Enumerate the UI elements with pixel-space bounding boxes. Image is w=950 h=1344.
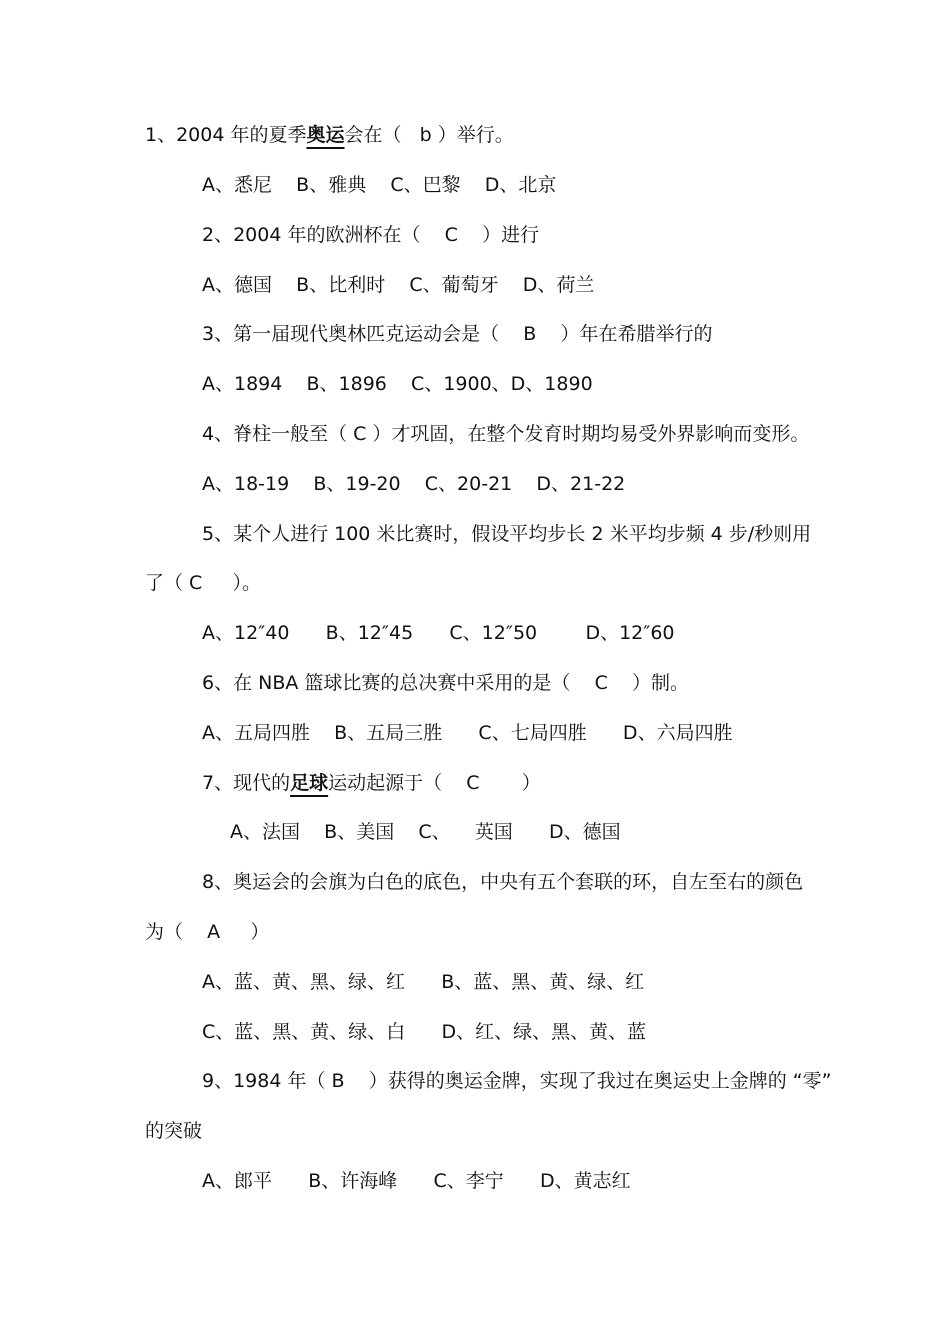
question-5-stem-line2: 了（ C ）。	[145, 572, 262, 594]
question-9-stem-line1: 9、1984 年（ B ）获得的奥运金牌，实现了我过在奥运史上金牌的 “零”	[202, 1070, 832, 1092]
question-1-stem-after: 会在（ b ）举行。	[344, 124, 514, 146]
question-8-options-line2: C、蓝、黑、黄、绿、白 D、红、绿、黑、黄、蓝	[202, 1021, 647, 1043]
question-5-stem-line1: 5、某个人进行 100 米比赛时，假设平均步长 2 米平均步频 4 步/秒则用	[202, 523, 812, 545]
question-8-options-line1: A、蓝、黄、黑、绿、红 B、蓝、黑、黄、绿、红	[202, 971, 645, 993]
question-4-options: A、18-19 B、19-20 C、20-21 D、21-22	[202, 473, 626, 495]
question-1-stem-before: 1、2004 年的夏季	[145, 124, 307, 146]
question-6-options: A、五局四胜 B、五局三胜 C、七局四胜 D、六局四胜	[202, 722, 733, 744]
question-9-options: A、郎平 B、许海峰 C、李宁 D、黄志红	[202, 1170, 631, 1192]
question-1-keyword: 奥运	[306, 124, 345, 146]
question-2-options: A、德国 B、比利时 C、葡萄牙 D、荷兰	[202, 274, 595, 296]
question-8-stem-line1: 8、奥运会的会旗为白色的底色，中央有五个套联的环，自左至右的颜色	[202, 871, 804, 893]
question-1-options: A、悉尼 B、雅典 C、巴黎 D、北京	[202, 174, 557, 196]
question-3-options: A、1894 B、1896 C、1900、D、1890	[202, 373, 593, 395]
question-2-stem: 2、2004 年的欧洲杯在（ C ）进行	[202, 224, 540, 246]
question-7-stem-before: 7、现代的	[202, 772, 291, 794]
question-7-keyword: 足球	[290, 772, 329, 794]
question-1-stem	[145, 122, 514, 148]
question-7-stem	[202, 770, 541, 796]
question-5-options: A、12″40 B、12″45 C、12″50 D、12″60	[202, 622, 675, 644]
question-8-stem-line2: 为（ A ）	[145, 921, 270, 943]
question-7-options: A、法国 B、美国 C、 英国 D、德国	[230, 821, 621, 843]
question-4-stem: 4、脊柱一般至（ C ）才巩固，在整个发育时期均易受外界影响而变形。	[202, 423, 810, 445]
question-3-stem: 3、第一届现代奥林匹克运动会是（ B ）年在希腊举行的	[202, 323, 713, 345]
question-9-stem-line2: 的突破	[145, 1120, 203, 1142]
question-7-stem-after: 运动起源于（ C ）	[328, 772, 541, 794]
question-6-stem: 6、在 NBA 篮球比赛的总决赛中采用的是（ C ）制。	[202, 672, 689, 694]
